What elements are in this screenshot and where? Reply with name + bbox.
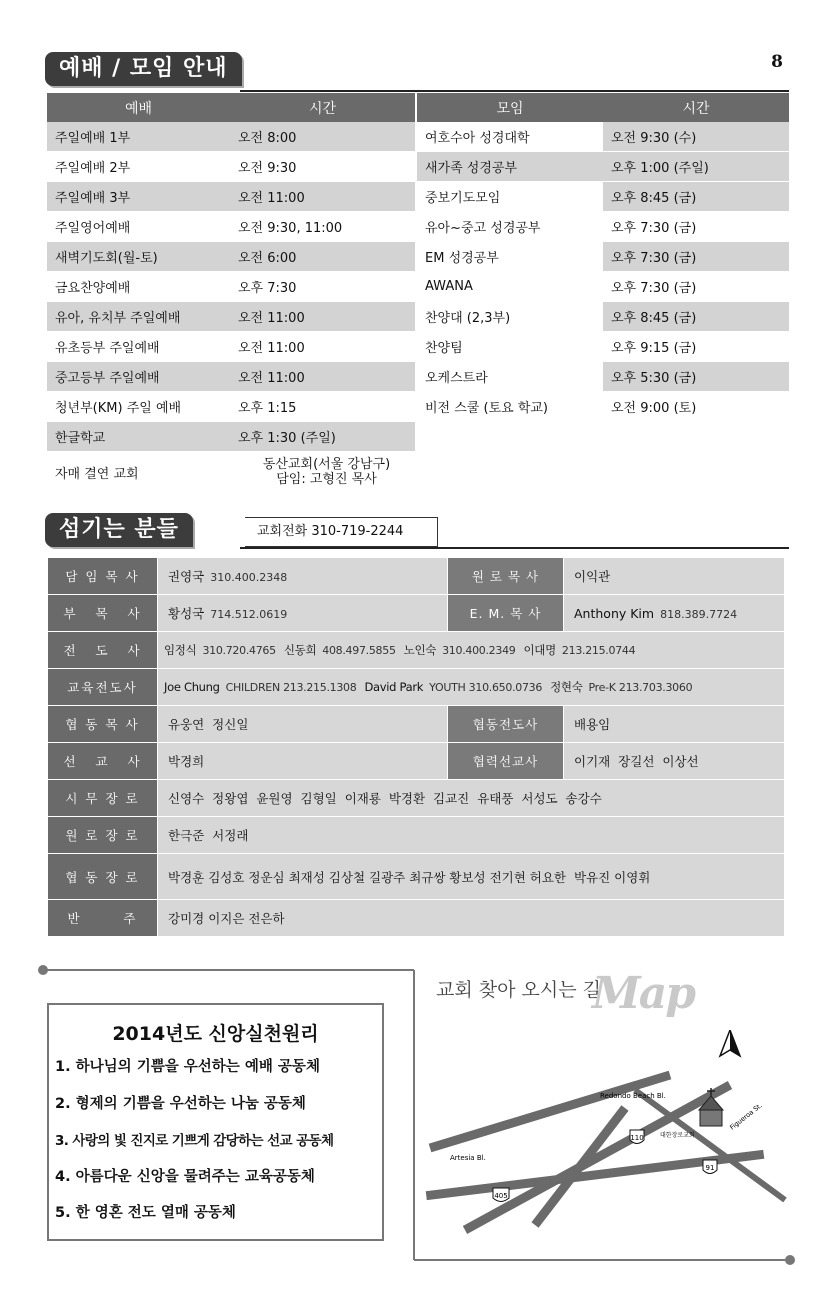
worship-time: 오후 7:30 xyxy=(230,272,415,302)
staff-name: 이기재 장길선 이상선 xyxy=(574,754,699,769)
meeting-time: 오전 9:30 (수) xyxy=(603,122,789,152)
meeting-time: 오후 8:45 (금) xyxy=(603,182,789,212)
staff-section-title: 섬기는 분들 xyxy=(45,513,193,547)
label-church: 대한장로교회 xyxy=(660,1132,695,1139)
fwy-110-label: 110 xyxy=(630,1134,644,1142)
staff-phone: 310.400.2349 xyxy=(442,644,516,657)
map-word: Map xyxy=(592,968,694,1019)
label-redondo: Redondo Beach Bl. xyxy=(600,1092,666,1100)
staff-phone: YOUTH 310.650.0736 xyxy=(429,681,543,694)
staff-role-label: 원 로 장 로 xyxy=(48,817,158,854)
staff-role-label: 반 주 xyxy=(48,900,158,937)
principle-item: 1. 하나님의 기쁨을 우선하는 예배 공동체 xyxy=(55,1059,320,1075)
staff-name: 유웅연 정신일 xyxy=(168,717,249,732)
label-artesia: Artesia Bl. xyxy=(450,1154,486,1162)
staff-name: 배용임 xyxy=(574,717,611,732)
meeting-name: 오케스트라 xyxy=(417,362,603,392)
meeting-name: 찬양팀 xyxy=(417,332,603,362)
fwy-91-shield xyxy=(703,1160,717,1174)
principles-box xyxy=(47,1003,384,1241)
worship-name: 새벽기도회(월-토) xyxy=(47,242,230,272)
meeting-name: 중보기도모임 xyxy=(417,182,603,212)
staff-role-label: 협 동 목 사 xyxy=(48,706,158,743)
worship-name: 청년부(KM) 주일 예배 xyxy=(47,392,230,422)
staff-name: 신동희 xyxy=(283,643,317,657)
staff-role-label: E. M. 목 사 xyxy=(448,595,564,632)
staff-role-label: 시 무 장 로 xyxy=(48,780,158,817)
staff-name: Anthony Kim xyxy=(574,605,655,621)
fwy-110-shield xyxy=(630,1130,644,1144)
staff-name: 노인숙 xyxy=(403,643,437,657)
map-title: 교회 찾아 오시는 길 xyxy=(436,979,601,1001)
meeting-name: 유아~중고 성경공부 xyxy=(417,212,603,242)
worship-time: 오전 9:30, 11:00 xyxy=(230,212,415,242)
staff-phone: Pre-K 213.703.3060 xyxy=(588,681,693,694)
staff-phone: 714.512.0619 xyxy=(210,608,288,621)
staff-name: 정현숙 xyxy=(550,680,583,694)
worship-time: 오전 9:30 xyxy=(230,152,415,182)
staff-name: 강미경 이지은 전은하 xyxy=(168,911,285,926)
staff-name: David Park xyxy=(364,680,424,694)
staff-name: 박경훈 김성호 정운심 최재성 김상철 길광주 최규쌍 황보성 전기현 허요한 박유진 이영휘 xyxy=(168,869,651,885)
church-phone: 교회전화 310-719-2244 xyxy=(245,517,438,547)
staff-phone: CHILDREN 213.215.1308 xyxy=(225,681,357,694)
meeting-time: 오후 9:15 (금) xyxy=(603,332,789,362)
staff-role-label: 부 목 사 xyxy=(48,595,158,632)
meeting-name: 찬양대 (2,3부) xyxy=(417,302,603,332)
worship-name: 한글학교 xyxy=(47,422,230,452)
meeting-name: 새가족 성경공부 xyxy=(417,152,603,182)
staff-name: 한극준 서정래 xyxy=(168,828,249,843)
fwy-91-label: 91 xyxy=(705,1164,715,1172)
worship-name: 유아, 유치부 주일예배 xyxy=(47,302,230,332)
meeting-time: 오후 5:30 (금) xyxy=(603,362,789,392)
staff-name: Joe Chung xyxy=(164,680,220,694)
principle-item: 3. 사랑의 빛 진지로 기쁘게 감당하는 선교 공동체 xyxy=(55,1133,334,1149)
worship-time: 오전 11:00 xyxy=(230,332,415,362)
meeting-time: 오후 7:30 (금) xyxy=(603,212,789,242)
staff-phone: 818.389.7724 xyxy=(660,607,738,621)
staff-name: 황성국 xyxy=(168,606,205,621)
label-figueroa: Figueroa St. xyxy=(728,1101,764,1132)
worship-time: 오후 1:15 xyxy=(230,392,415,422)
staff-role-label: 협 동 장 로 xyxy=(48,854,158,900)
worship-name: 주일영어예배 xyxy=(47,212,230,242)
principle-item: 2. 형제의 기쁨을 우선하는 나눔 공동체 xyxy=(55,1096,306,1112)
worship-name: 금요찬양예배 xyxy=(47,272,230,302)
meeting-time: 오후 1:00 (주일) xyxy=(603,152,789,182)
staff-name: 신영수 정왕엽 윤원영 김형일 이재룡 박경환 김교진 유태풍 서성도 송강수 xyxy=(168,791,602,806)
north-arrow-icon xyxy=(720,1030,740,1056)
worship-name: 주일예배 2부 xyxy=(47,152,230,182)
staff-phone: 213.215.0744 xyxy=(561,644,636,657)
worship-time: 오전 8:00 xyxy=(230,122,415,152)
staff-role-label: 협력선교사 xyxy=(448,743,564,780)
worship-header: 예배 xyxy=(47,93,230,122)
meeting-name: EM 성경공부 xyxy=(417,242,603,272)
staff-name: 권영국 xyxy=(168,569,205,584)
meeting-name: 여호수아 성경대학 xyxy=(417,122,603,152)
staff-name: 임정식 xyxy=(164,643,197,657)
church-map xyxy=(420,1030,790,1240)
staff-phone: 408.497.5855 xyxy=(322,644,396,657)
staff-role-label: 선 교 사 xyxy=(48,743,158,780)
worship-time: 오후 1:30 (주일) xyxy=(230,422,415,452)
sister-church: 동산교회(서울 강남구) xyxy=(262,457,391,472)
page-number: 8 xyxy=(771,52,783,72)
fwy-405-label: 405 xyxy=(494,1192,508,1200)
meeting-time: 오전 9:00 (토) xyxy=(603,392,789,422)
principles-title: 2014년도 신앙실천원리 xyxy=(112,1023,319,1045)
road-405 xyxy=(465,1085,730,1230)
staff-role-label: 담 임 목 사 xyxy=(48,558,158,595)
worship-time: 오전 6:00 xyxy=(230,242,415,272)
meeting-name: 비전 스쿨 (토요 학교) xyxy=(417,392,603,422)
worship-name: 자매 결연 교회 xyxy=(47,452,230,493)
worship-name: 중고등부 주일예배 xyxy=(47,362,230,392)
principle-item: 5. 한 영혼 전도 열매 공동체 xyxy=(55,1205,236,1221)
meeting-time-header: 시간 xyxy=(603,93,789,122)
meeting-name: AWANA xyxy=(417,272,603,302)
worship-name: 유초등부 주일예배 xyxy=(47,332,230,362)
meeting-time: 오후 7:30 (금) xyxy=(603,242,789,272)
staff-name: 이익관 xyxy=(574,569,611,584)
staff-phone: 310.720.4765 xyxy=(202,644,276,657)
staff-name: 이대명 xyxy=(523,643,556,657)
schedule-section-title: 예배 / 모임 안내 xyxy=(45,52,242,86)
worship-time: 오전 11:00 xyxy=(230,302,415,332)
meeting-header: 모임 xyxy=(417,93,603,122)
principle-item: 4. 아름다운 신앙을 물려주는 교육공동체 xyxy=(55,1169,315,1185)
staff-name: 박경희 xyxy=(168,754,205,769)
fwy-405-shield xyxy=(493,1188,509,1202)
worship-time: 오전 11:00 xyxy=(230,362,415,392)
worship-name: 주일예배 1부 xyxy=(47,122,230,152)
meeting-time: 오후 8:45 (금) xyxy=(603,302,789,332)
sister-church-pastor: 담임: 고형진 목사 xyxy=(276,472,377,487)
staff-phone: 310.400.2348 xyxy=(210,571,288,584)
staff-role-label: 원 로 목 사 xyxy=(448,558,564,595)
staff-role-label: 교육전도사 xyxy=(48,669,158,706)
staff-role-label: 협동전도사 xyxy=(448,706,564,743)
worship-time: 오전 11:00 xyxy=(230,182,415,212)
meeting-time: 오후 7:30 (금) xyxy=(603,272,789,302)
staff-role-label: 전 도 사 xyxy=(48,632,158,669)
worship-time-header: 시간 xyxy=(230,93,415,122)
worship-name: 주일예배 3부 xyxy=(47,182,230,212)
